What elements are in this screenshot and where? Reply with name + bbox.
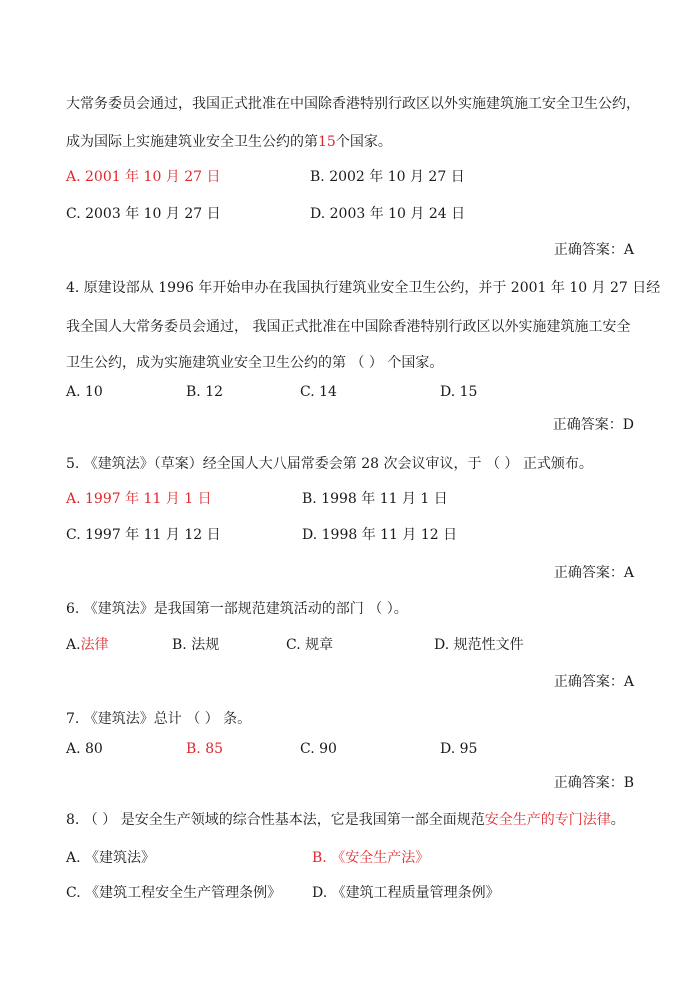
q7-answer: 正确答案：B	[553, 775, 634, 791]
q3-option-d: D. 2003 年 10 月 24 日	[310, 206, 466, 222]
q6-answer: 正确答案：A	[553, 674, 634, 690]
q8-option-a: A. 《建筑法》	[66, 850, 156, 866]
q8-option-d: D. 《建筑工程质量管理条例》	[312, 885, 500, 901]
q5-text-line1: 5. 《建筑法》（草案）经全国人大八届常委会第 28 次会议审议，于 （ ） 正式颁布。	[66, 456, 593, 472]
q5-option-a: A. 1997 年 11 月 1 日	[66, 491, 212, 507]
q4-option-b: B. 12	[186, 384, 224, 400]
q4-option-d: D. 15	[440, 384, 478, 400]
q5-option-d: D. 1998 年 11 月 12 日	[302, 527, 458, 543]
q8-option-c: C. 《建筑工程安全生产管理条例》	[66, 885, 282, 901]
q3-option-c: C. 2003 年 10 月 27 日	[66, 206, 221, 222]
q6-option-c: C. 规章	[286, 637, 334, 653]
q6-option-a: A.法律	[66, 637, 109, 653]
q5-option-c: C. 1997 年 11 月 12 日	[66, 527, 221, 543]
q7-text-line1: 7. 《建筑法》总计 （ ） 条。	[66, 711, 252, 727]
q5-option-b: B. 1998 年 11 月 1 日	[302, 491, 448, 507]
q7-option-a: A. 80	[66, 741, 103, 757]
q6-option-d: D. 规范性文件	[434, 637, 524, 653]
q4-answer: 正确答案：D	[552, 417, 634, 433]
q8-highlight-phrase: 安全生产的专门法律	[484, 812, 611, 828]
q8-text-line1: 8. （ ） 是安全生产领域的综合性基本法，它是我国第一部全面规范安全生产的专门法律。	[66, 812, 625, 828]
q7-option-c: C. 90	[300, 741, 337, 757]
q3-option-b: B. 2002 年 10 月 27 日	[310, 169, 465, 185]
q4-text-line1: 4. 原建设部从 1996 年开始申办在我国执行建筑业安全卫生公约，并于 2001 年 10 月 27 日经	[66, 280, 661, 296]
q8-option-b: B. 《安全生产法》	[312, 850, 430, 866]
q3-answer: 正确答案：A	[553, 242, 634, 258]
q3-text-line1: 大常务委员会通过，我国正式批准在中国除香港特别行政区以外实施建筑施工安全卫生公约，	[66, 96, 640, 112]
q4-text-line3: 卫生公约，成为实施建筑业安全卫生公约的第 （ ） 个国家。	[66, 355, 444, 371]
q3-option-a: A. 2001 年 10 月 27 日	[66, 169, 221, 185]
q7-option-d: D. 95	[440, 741, 478, 757]
q4-option-a: A. 10	[66, 384, 103, 400]
q4-option-c: C. 14	[300, 384, 337, 400]
q6-option-a-text: 法律	[80, 637, 109, 653]
q7-option-b: B. 85	[186, 741, 224, 757]
q5-answer: 正确答案：A	[553, 565, 634, 581]
q3-text-line2: 成为国际上实施建筑业安全卫生公约的第15个国家。	[66, 134, 392, 150]
q6-option-b: B. 法规	[172, 637, 220, 653]
q4-text-line2: 我全国人大常务委员会通过， 我国正式批准在中国除香港特别行政区以外实施建筑施工安全	[66, 319, 631, 335]
q6-text-line1: 6. 《建筑法》是我国第一部规范建筑活动的部门 （ ）。	[66, 601, 408, 617]
q3-highlight-number: 15	[318, 134, 336, 150]
